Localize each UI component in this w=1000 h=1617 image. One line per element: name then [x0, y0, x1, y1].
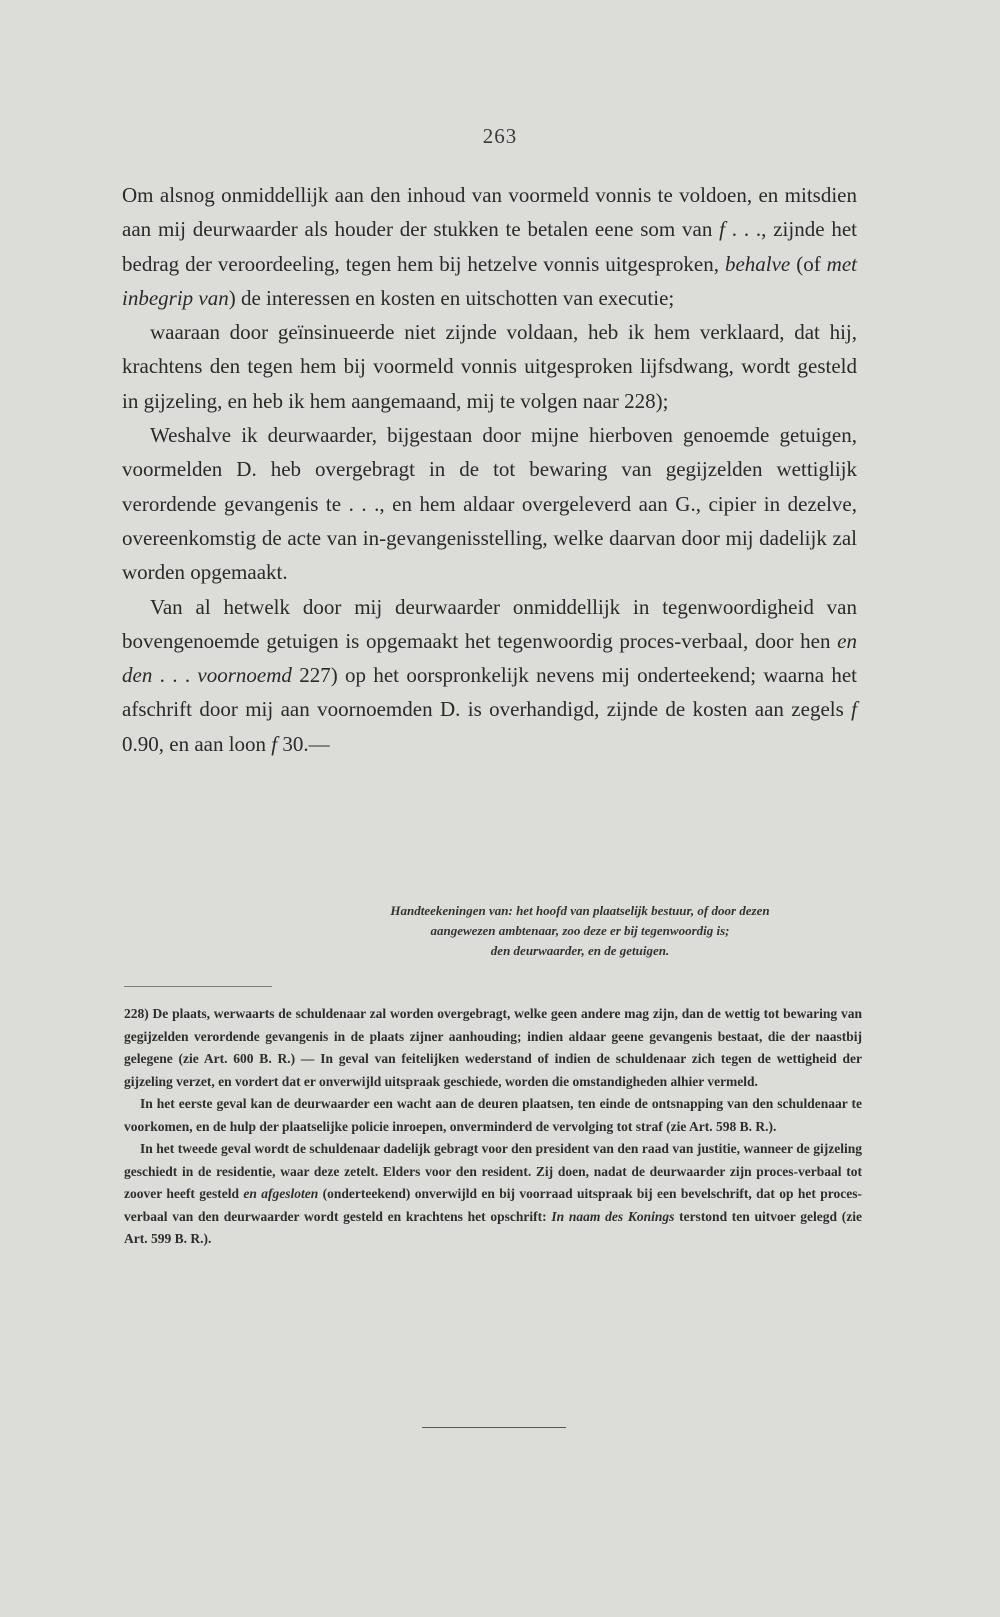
signature-line: Handteekeningen van: het hoofd van plaatselijk bestuur, of door dezen — [390, 903, 770, 918]
page-number: 263 — [482, 124, 518, 148]
italic-term: en den — [122, 628, 857, 688]
italic-term: voornoemd — [197, 663, 292, 688]
italic-term: behalve — [724, 251, 791, 276]
paragraph-4 — [122, 590, 857, 761]
text-run: (onderteekend) onverwijld en bij voorraad uitspraak bij een bevelschrift, dat op het proces-verbaal van den deurwaarder wordt gesteld en krachtens het opschrift: — [124, 1186, 862, 1224]
footnote-paragraph — [124, 1138, 862, 1251]
signature-line: den deurwaarder, en de getuigen. — [490, 943, 670, 958]
text-run: In het tweede geval wordt de schuldenaar dadelijk gebragt voor den president van den raad van justitie, wanneer de gijzeling geschiedt in de residentie, waar deze zetelt. Elders voor den resident. Zij doen, nadat de deurwaarder zijn proces-verbaal tot zoover heeft gesteld — [124, 1141, 862, 1201]
italic-term: met inbegrip van — [122, 251, 857, 310]
italic-term: en afgesloten — [243, 1186, 319, 1201]
text-run: ) de interessen en kosten en uitschotten van executie; — [228, 285, 675, 310]
italic-term: In naam des Konings — [551, 1208, 675, 1224]
text-run: . . . — [152, 663, 198, 688]
text-run: Om alsnog onmiddellijk aan den inhoud van voormeld vonnis te voldoen, en mitsdien aan mij deurwaarder als houder der stukken te betalen eene som van — [122, 183, 857, 242]
body-text — [122, 178, 857, 761]
footnotes — [124, 1003, 862, 1251]
text-run: Van al hetwelk door mij deurwaarder onmiddellijk in tegenwoordigheid van bovengenoemde getuigen is opgemaakt het tegenwoordig proces-verbaal, door hen — [122, 594, 857, 653]
text-run: 227) op het oorspronkelijk nevens mij onderteekend; waarna het afschrift door mij aan voornoemden D. is overhandigd, zijnde de kosten aan zegels — [122, 663, 857, 722]
guilder-symbol: f — [719, 217, 725, 242]
footnote-228: 228) De plaats, werwaarts de schuldenaar zal worden overgebragt, welke geen andere mag zijn, dan de wettig tot bewaring van gegijzelden verordende gevangenis in de plaats zijner aanhouding; indien aldaar geene gevangenis bestaat, die der naastbij gelegene (zie Art. 600 B. R.) — In geval van feitelijken wederstand of indien de schuldenaar zich tegen de wettigheid der gijzeling verzet, en vordert dat er onverwijld uitspraak geschiede, worden die omstandigheden alhier vermeld. — [124, 1006, 862, 1089]
signature-note — [300, 901, 860, 961]
text-run: . . ., zijnde het bedrag der veroordeeling, tegen hem bij hetzelve vonnis uitgesproken, — [122, 217, 857, 276]
guilder-symbol: f — [271, 731, 278, 756]
end-divider — [422, 1427, 566, 1428]
text-run: terstond ten uitvoer gelegd (zie Art. 599 B. R.). — [124, 1208, 862, 1246]
footnote-divider — [124, 986, 272, 987]
paragraph-2: waaraan door geïnsinueerde niet zijnde voldaan, heb ik hem verklaard, dat hij, krachtens den tegen hem bij voormeld vonnis uitgesproken lijfsdwang, wordt gesteld in gijzeling, en heb ik hem aangemaand, mij te volgen naar 228); — [122, 320, 857, 413]
paragraph-1 — [122, 178, 857, 315]
guilder-symbol: f — [851, 697, 857, 722]
text-run: 0.90, en aan loon — [122, 731, 272, 756]
paragraph-3: Weshalve ik deurwaarder, bijgestaan door mijne hierboven genoemde getuigen, voormelden D. heb overgebragt in de tot bewaring van gegijzelden wettiglijk verordende gevangenis te . . ., en hem aldaar overgeleverd aan G., cipier in dezelve, overeenkomstig de acte van in-gevangenisstelling, welke daarvan door mij dadelijk zal worden opgemaakt. — [122, 423, 857, 585]
footnote-paragraph: In het eerste geval kan de deurwaarder een wacht aan de deuren plaatsen, ten einde de ontsnapping van den schuldenaar te voorkomen, en de hulp der plaatselijke policie inroepen, onverminderd de vervolging tot straf (zie Art. 598 B. R.). — [124, 1096, 862, 1134]
signature-line: aangewezen ambtenaar, zoo deze er bij tegenwoordig is; — [430, 923, 730, 938]
text-run: (of — [790, 251, 827, 276]
text-run: 30.— — [277, 731, 330, 756]
